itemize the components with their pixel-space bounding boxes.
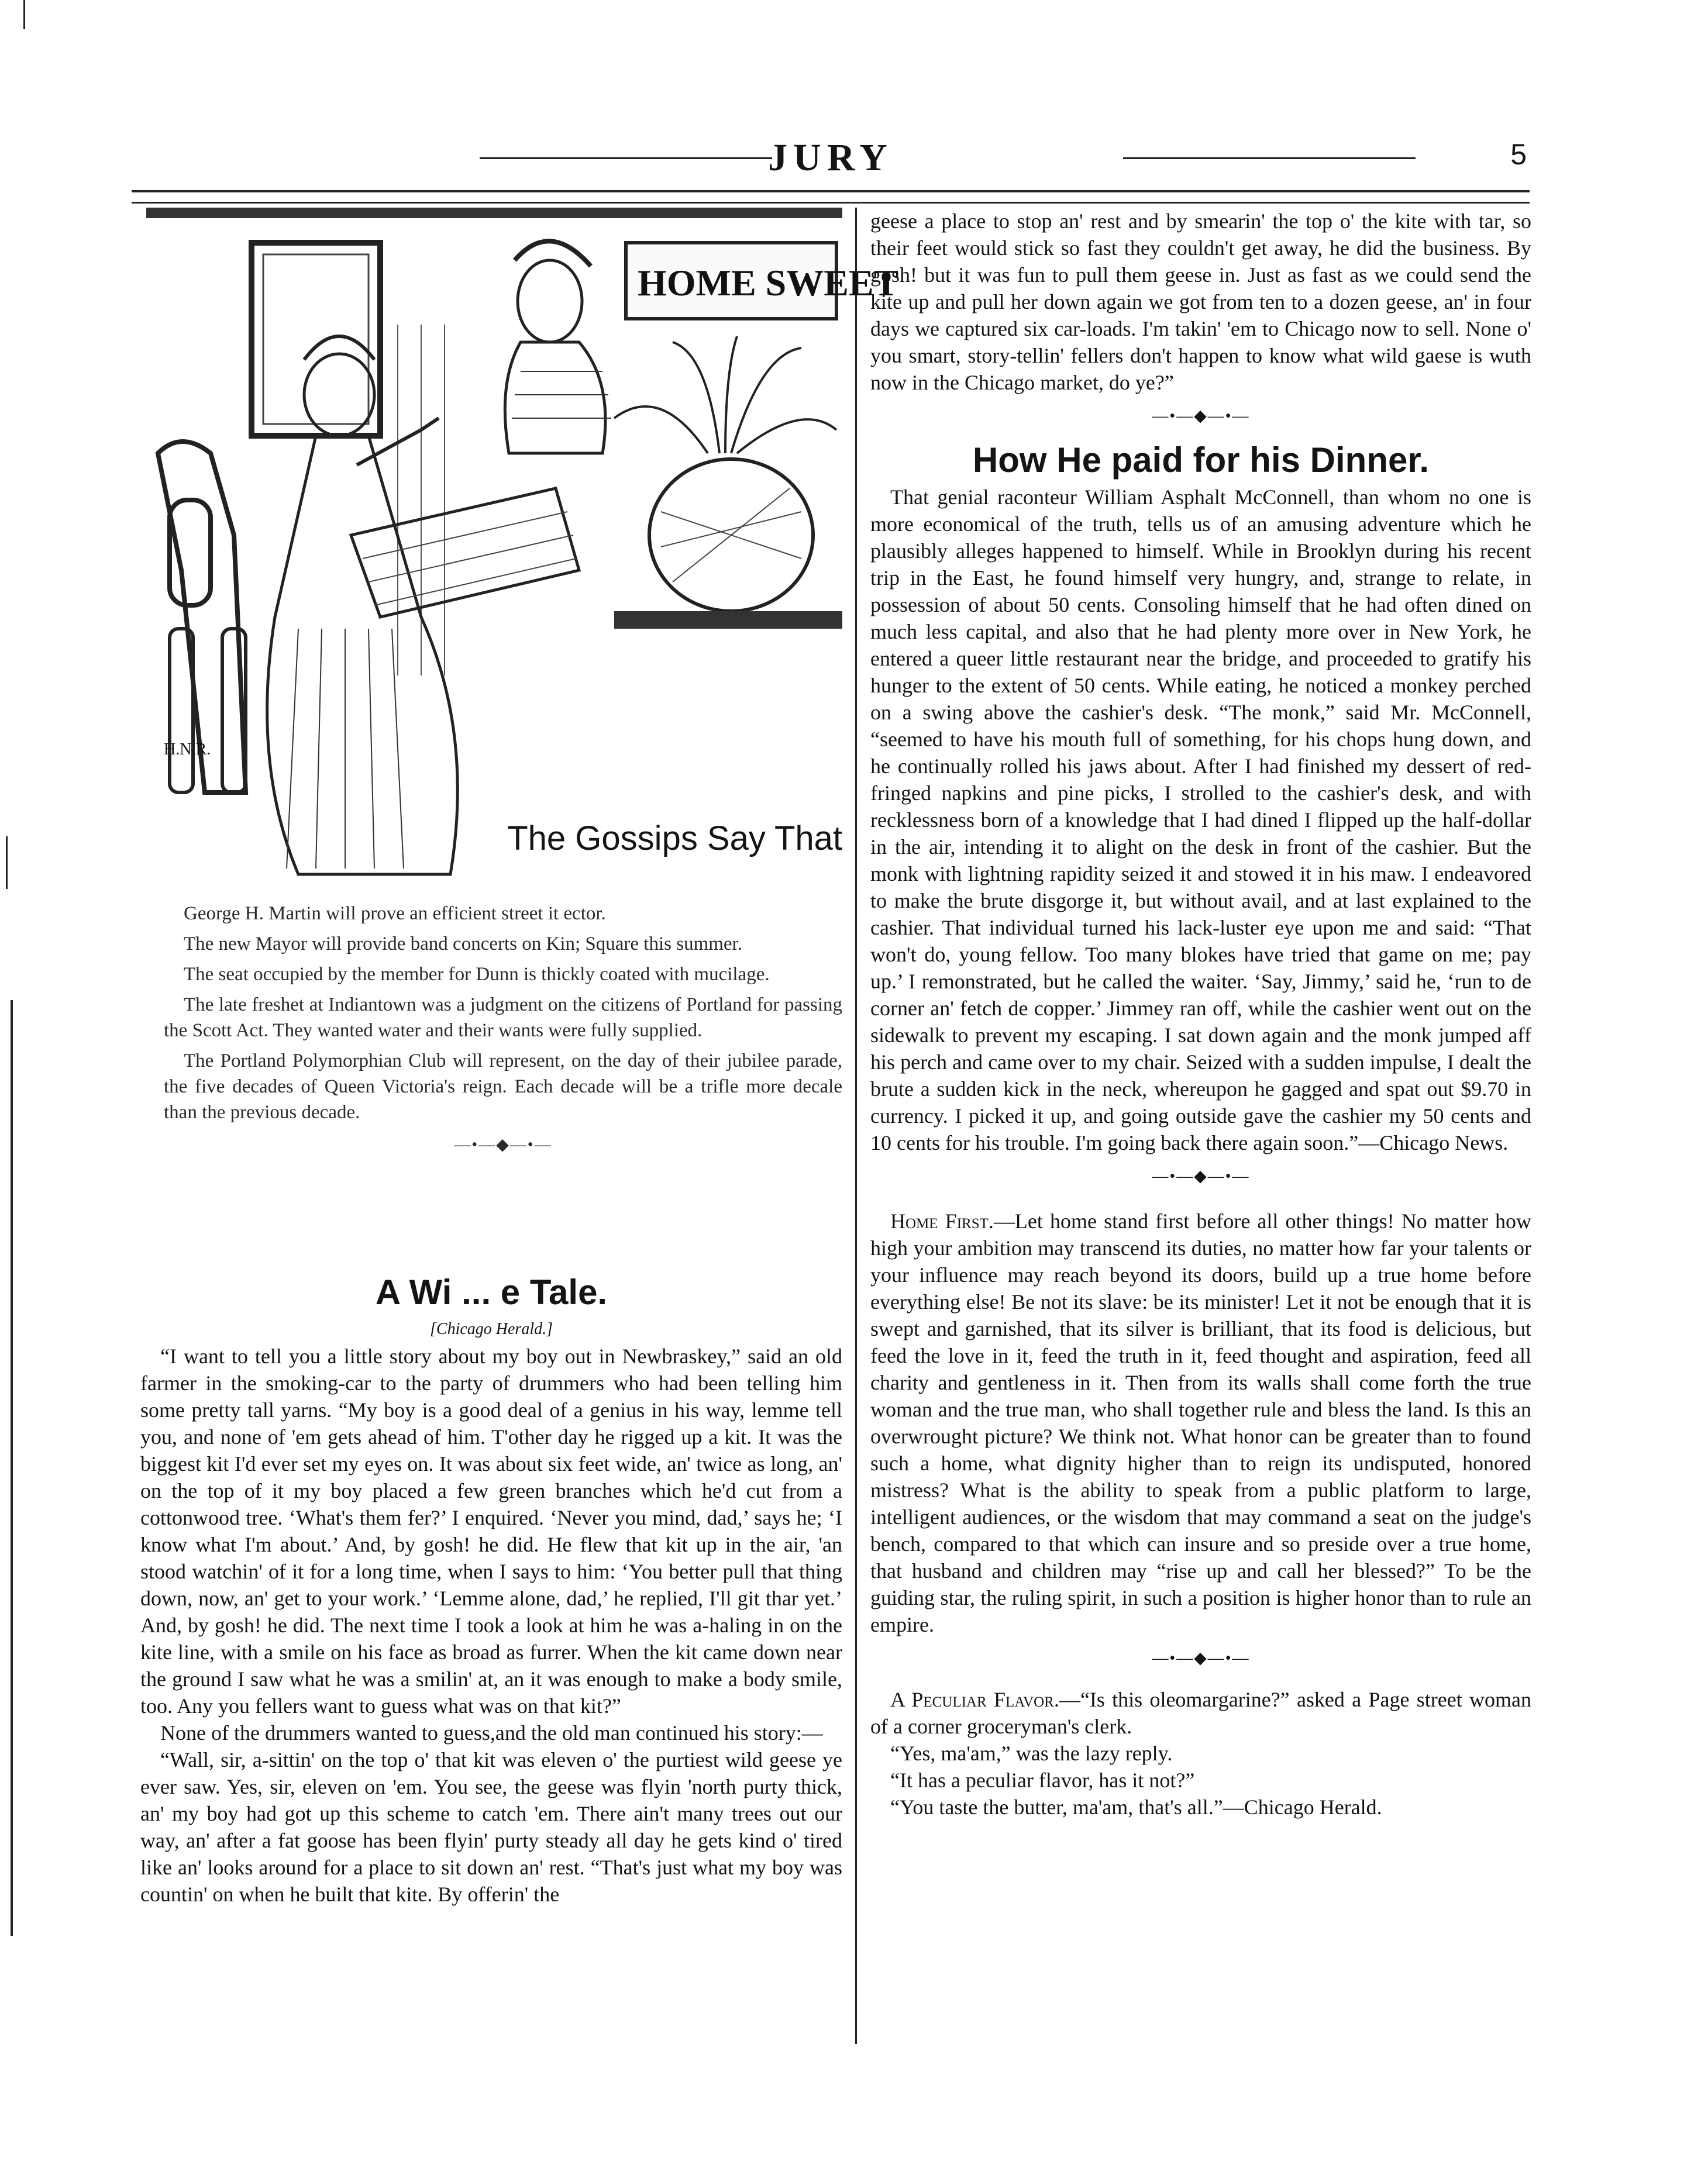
masthead-rule-right <box>1123 157 1416 159</box>
column-divider <box>855 208 857 2044</box>
masthead-title: JURY <box>768 136 893 179</box>
gossip-item: The late freshet at Indiantown was a judgment on the citizens of Portland for passing the Scott Act. They wanted water and their wants were fully supplied. <box>164 994 842 1041</box>
cartoon-illustration <box>146 208 899 880</box>
flavor-line: “It has a peculiar flavor, has it not?” <box>890 1769 1195 1792</box>
gossip-body <box>164 901 842 1165</box>
top-rule <box>132 190 1530 192</box>
gossip-item: George H. Martin will prove an efficient street it ector. <box>184 903 606 924</box>
tale-source: [Chicago Herald.] <box>430 1320 553 1338</box>
flavor-lead: A Peculiar Flavor. <box>890 1688 1059 1711</box>
dinner-body: That genial raconteur William Asphalt McConnell, than whom no one is more economical of the truth, tells us of an amusing adventure which he plausibly alleges happened to himself. While in Brooklyn during his recent trip in the East, he found himself very hungry, and, strange to relate, in possession of about 50 cents. Consoling himself that he had often dined on much less capital, and also that he had plenty more over in New York, he entered a queer little restaurant near the bridge, and proceeded to gratify his hunger to the extent of 50 cents. While eating, he noticed a monkey perched on a swing above the cashier's desk. “The monk,” said Mr. McConnell, “seemed to have his mouth full of something, for his chops hung down, and he continually rolled his jaws about. After I had finished my dessert of red-fringed napkins and pine picks, I strolled to the cashier's desk, and with recklessness born of a knowledge that I had dined I flipped up the half-dollar in the air, intending it to alight on the desk in front of the cashier. But the monk with lightning rapidity seized it and stowed it in his maw. I endeavored to make the brute disgorge it, but without avail, and at last explained to the cashier. That individual turned his lack-luster eye upon me and said: “That won't do, young fellow. Too many blokes have tried that game on me; pay up.’ I remonstrated, but he called the waiter. ‘Say, Jimmy,’ said he, ‘run to de corner an' fetch de copper.’ Jimmey ran off, while the cashier went out on the sidewalk to prevent my escaping. I sat down again and the monk jumped aff his perch and came over to my chair. Seized with a sudden impulse, I dealt the brute a sudden kick in the neck, whereupon he gagged and spat out $9.70 in currency. I picked it up, and going outside gave the cashier my 50 cents and 10 cents for his trouble. I'm going back there again soon.”—Chicago News. <box>870 485 1531 1154</box>
ornament-divider: —•—◆—•— <box>1152 1167 1250 1185</box>
flavor-line: —“Is this oleomargarine?” asked a Page street woman of a corner groceryman's clerk. <box>870 1688 1531 1738</box>
flavor-paragraph <box>870 1686 1531 1740</box>
ornament-divider: —•—◆—•— <box>1152 1649 1250 1667</box>
gossip-item: The Portland Polymorphian Club will represent, on the day of their jubilee parade, the five decades of Queen Victoria's reign. Each decade will be a trifle more decale than the previous decade. <box>164 1050 842 1123</box>
home-first-lead: Home First. <box>890 1209 994 1233</box>
tale-continuation: geese a place to stop an' rest and by smearin' the top o' the kite with tar, so their feet would stick so fast they couldn't get away, he did the business. By gosh! but it was fun to pull them geese in. Just as fast as we could send the kite up and pull her down again we got from ten to a dozen geese, an' in four days we captured six car-loads. I'm takin' 'em to Chicago now to sell. None o' you smart, story-tellin' fellers don't happen to know what wild gaese is wuth now in the Chicago market, do ye?” <box>870 209 1531 394</box>
ornament-divider: —•—◆—•— <box>454 1136 552 1154</box>
page-number: 5 <box>1510 138 1527 171</box>
flavor-line: “You taste the butter, ma'am, that's all.”—Chicago Herald. <box>890 1795 1382 1819</box>
flavor-line: “Yes, ma'am,” was the lazy reply. <box>890 1742 1173 1765</box>
home-first-body: —Let home stand first before all other things! No matter how high your ambition may transcend its duties, no matter how far your talents or your influence may reach beyond its doors, build up a true home before everything else! Be not its slave: be its minister! Let it not be enough that it is swept and garnished, that its silver is brilliant, that its food is delicious, but feed the love in it, feed the truth in it, feed thought and aspiration, feed all charity and gentleness in it. Then from its walls shall come forth the true woman and the true man, who shall together rule and bless the land. Is this an overwrought picture? We think not. What honor can be greater than to found such a home, what dignity higher than to reign its undisputed, honored mistress? What is the ability to speak from a public platform to large, intelligent audiences, or the wisdom that may command a seat on the judge's bench, compared to that which can insure and so preside over a true home, that husband and children may “rise up and call her blessed?” To be the guiding star, the ruling spirit, in such a position is higher honor than to rule an empire. <box>870 1209 1532 1636</box>
tale-section <box>140 1269 842 1908</box>
top-rule-thin <box>132 202 1530 204</box>
margin-mark <box>6 836 8 889</box>
masthead <box>135 132 1527 184</box>
gossip-item: The new Mayor will provide band concerts on Kin; Square this summer. <box>184 933 742 954</box>
sign-text: HOME SWEET <box>638 262 899 304</box>
home-first-paragraph <box>870 1208 1531 1638</box>
tale-paragraph: “Wall, sir, a-sittin' on the top o' that kit was eleven o' the purtiest wild geese ye ever saw. Yes, sir, eleven on 'em. You see, the geese was flyin 'north purty thick, an' my boy had got up this scheme to catch 'em. There ain't many trees out our way, an' after a fat goose has been flyin' purty steady all day he gets kind o' tired like an' looks around for a place to sit down an' rest. “That's just what my boy was countin' on when he built that kite. By offerin' the <box>140 1748 842 1906</box>
tale-title: A Wi ... e Tale. <box>375 1273 608 1312</box>
ornament-divider: —•—◆—•— <box>1152 407 1250 425</box>
tale-paragraph: None of the drummers wanted to guess,and the old man continued his story:— <box>160 1721 823 1745</box>
tale-paragraph: “I want to tell you a little story about my boy out in Newbraskey,” said an old farmer in the smoking-car to the party of drummers who had been telling him some pretty tall yarns. “My boy is a good deal of a genius in his way, lemme tell you, and none of 'em gets ahead of him. T'other day he rigged up a kit. It was the biggest kit I'd ever set my eyes on. It was about six feet wide, an' twice as long, an' on the top of it my boy placed a few green branches which he'd cut from a cottonwood tree. ‘What's them fer?’ I enquired. ‘Never you mind, dad,’ says he; ‘I know what I'm about.’ And, by gosh! he did. He flew that kit up in the air, 'an stood watchin' of it for a long time, when I says to him: ‘You better pull that thing down, now, an' get to your work.’ ‘Lemme alone, dad,’ he replied, I'll git thar yet.’ And, by gosh! he did. The next time I took a look at him he was a-haling in on the kite line, with a smile on his face as broad as furrer. When the kit came down near the ground I saw what he was a smilin' at, an it was enough to make a body smile, too. Any you fellers want to guess what was on that kit?” <box>140 1345 842 1718</box>
gossip-title: The Gossips Say That <box>507 819 842 857</box>
margin-mark <box>23 0 25 29</box>
gossip-item: The seat occupied by the member for Dunn is thickly coated with mucilage. <box>184 964 770 985</box>
dinner-title: How He paid for his Dinner. <box>972 440 1430 480</box>
artist-signature: H.N.R. <box>164 740 211 759</box>
right-column <box>870 208 1531 1821</box>
margin-mark <box>11 1000 13 1936</box>
